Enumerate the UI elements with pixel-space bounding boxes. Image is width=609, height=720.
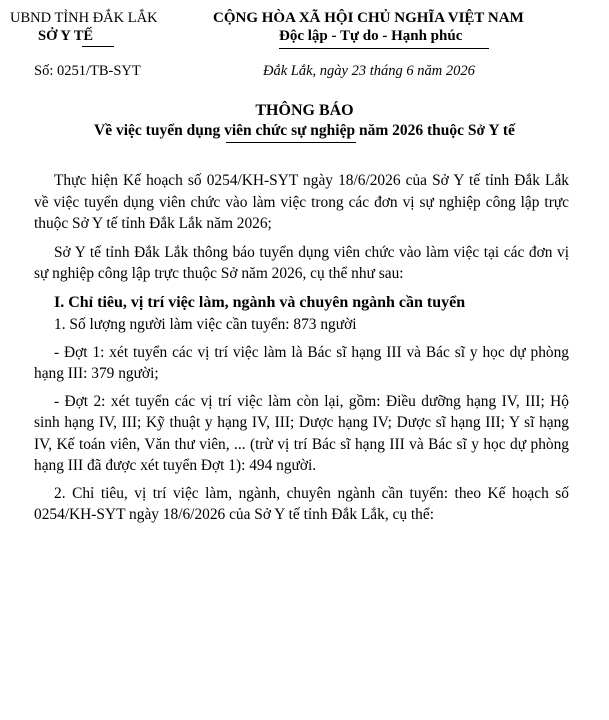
notice-title: THÔNG BÁO — [255, 102, 354, 119]
document-number: Số: 0251/TB-SYT — [34, 63, 141, 79]
subtitle-underline — [226, 142, 356, 143]
round-2-description: - Đợt 2: xét tuyển các vị trí việc làm còn lại, gồm: Điều dưỡng hạng IV, III; Hộ sinh hạng IV, III; Kỹ thuật y hạng IV, III; Dược hạng IV; Dược sĩ hạng III; Y sĩ hạng IV, Kế toán viên, Văn thư viên, ... (trừ vị trí Bác sĩ hạng III và Bác sĩ y học dự phòng hạng III đã được xét tuyển Đợt 1): 494 người. — [34, 392, 569, 474]
item-1-headcount: 1. Số lượng người làm việc cần tuyển: 873 người — [54, 316, 357, 333]
issuing-department: SỞ Y TẾ — [38, 28, 94, 44]
place-date: Đắk Lắk, ngày 23 tháng 6 năm 2026 — [263, 63, 475, 79]
notice-subtitle: Về việc tuyển dụng viên chức sự nghiệp năm 2026 thuộc Sở Y tế — [94, 122, 515, 139]
national-motto: Độc lập - Tự do - Hạnh phúc — [279, 28, 463, 44]
paragraph-announcement: Sở Y tế tỉnh Đắk Lắk thông báo tuyển dụng viên chức vào làm việc tại các đơn vị sự nghiệp công lập trực thuộc Sở năm 2026, cụ thể như sau: — [34, 243, 569, 282]
item-2-positions: 2. Chỉ tiêu, vị trí việc làm, ngành, chuyên ngành cần tuyển: theo Kế hoạch số 0254/KH-SYT ngày 18/6/2026 của Sở Y tế tỉnh Đắk Lắk, cụ thể: — [34, 484, 569, 523]
department-underline — [82, 46, 114, 47]
motto-underline — [279, 48, 489, 49]
national-title: CỘNG HÒA XÃ HỘI CHỦ NGHĨA VIỆT NAM — [213, 10, 524, 26]
issuing-authority: UBND TỈNH ĐẮK LẮK — [10, 10, 158, 26]
round-1-description: - Đợt 1: xét tuyển các vị trí việc làm là Bác sĩ hạng III và Bác sĩ y học dự phòng hạng III: 379 người; — [34, 343, 569, 382]
document-body — [34, 170, 569, 526]
section-1-heading: I. Chỉ tiêu, vị trí việc làm, ngành và chuyên ngành cần tuyển — [54, 293, 466, 311]
paragraph-plan-reference: Thực hiện Kế hoạch số 0254/KH-SYT ngày 18/6/2026 của Sở Y tế tỉnh Đắk Lắk về việc tuyển dụng viên chức vào làm việc trong các đơn vị sự nghiệp công lập trực thuộc Sở Y tế tỉnh Đắk Lắk năm 2026; — [34, 172, 569, 232]
